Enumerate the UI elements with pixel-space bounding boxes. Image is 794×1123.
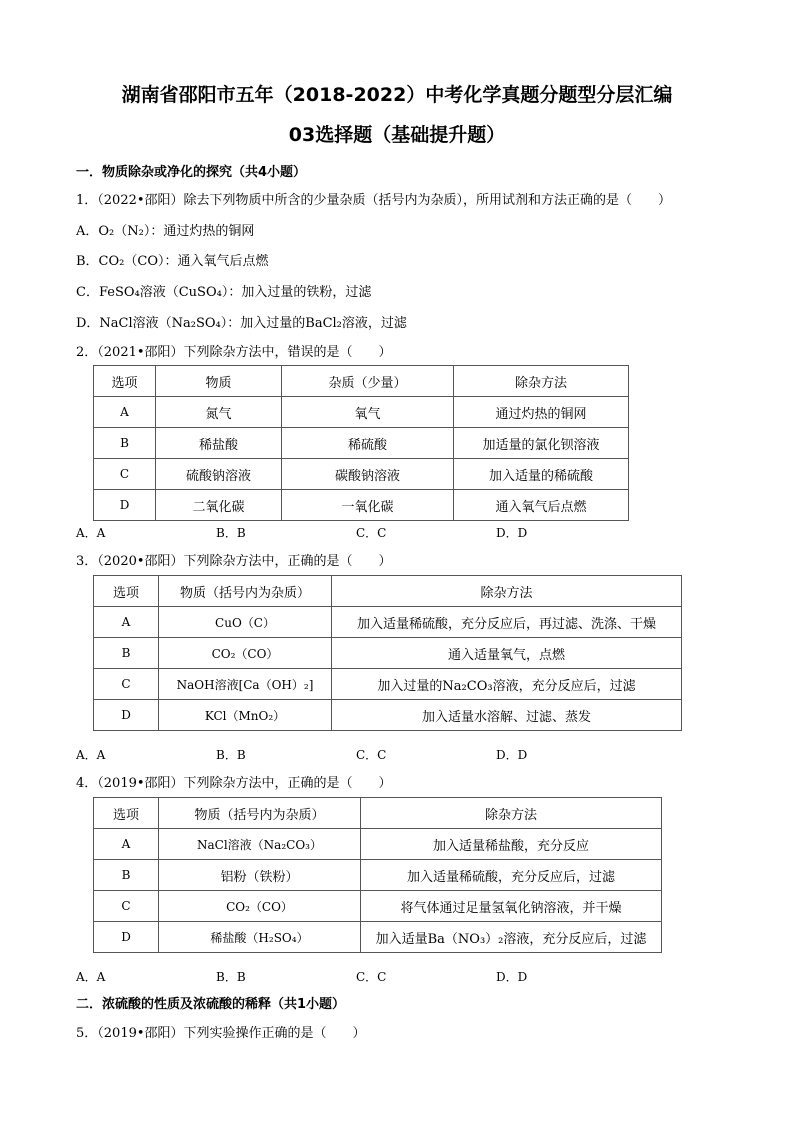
table-row [94, 490, 629, 521]
table-cell: CO₂（CO） [159, 638, 332, 669]
table-header-cell: 选项 [94, 798, 159, 829]
answer-option-a: A．A [76, 526, 106, 540]
question-4-answer-options [76, 968, 636, 985]
table-row [94, 459, 629, 490]
table-cell: D [94, 922, 159, 953]
table-header-cell: 除杂方法 [361, 798, 662, 829]
question-2-stem: 2．（2021•邵阳）下列除杂方法中，错误的是（ ） [76, 345, 392, 360]
table-cell: A [94, 607, 159, 638]
table-cell: B [94, 428, 156, 459]
table-cell: 碳酸钠溶液 [282, 459, 454, 490]
table-cell: 硫酸钠溶液 [156, 459, 282, 490]
answer-option-a: A．A [76, 970, 106, 984]
table-row [94, 669, 682, 700]
table-row [94, 860, 662, 891]
table-row [94, 428, 629, 459]
answer-option-b: B．B [216, 748, 246, 762]
table-header-cell: 除杂方法 [332, 576, 682, 607]
table-cell: 通过灼热的铜网 [454, 397, 629, 428]
answer-option-c: C．C [356, 526, 387, 540]
answer-option-d: D．D [496, 970, 528, 984]
document-subtitle: 03选择题（基础提升题） [288, 124, 506, 146]
table-cell: 加入适量的稀硫酸 [454, 459, 629, 490]
answer-option-b: B．B [216, 526, 246, 540]
table-cell: 加入过量的Na₂CO₃溶液，充分反应后，过滤 [332, 669, 682, 700]
table-cell: 通入氧气后点燃 [454, 490, 629, 521]
table-cell: B [94, 638, 159, 669]
question-3-answer-options [76, 746, 636, 763]
table-cell: C [94, 459, 156, 490]
question-1-option-a: A．O₂（N₂）：通过灼热的铜网 [76, 224, 255, 239]
question-2-answer-options [76, 524, 636, 541]
question-1-option-d: D．NaCl溶液（Na₂SO₄）：加入过量的BaCl₂溶液，过滤 [76, 316, 407, 331]
table-cell: 稀盐酸（H₂SO₄） [159, 922, 361, 953]
question-1-option-c: C．FeSO₄溶液（CuSO₄）：加入过量的铁粉，过滤 [76, 285, 372, 300]
table-cell: 通入适量氧气，点燃 [332, 638, 682, 669]
table-cell: 氧气 [282, 397, 454, 428]
table-header-cell: 物质 [156, 366, 282, 397]
table-cell: CO₂（CO） [159, 891, 361, 922]
table-cell: 稀盐酸 [156, 428, 282, 459]
table-cell: 一氧化碳 [282, 490, 454, 521]
table-cell: 铝粉（铁粉） [159, 860, 361, 891]
table-header-cell: 物质（括号内为杂质） [159, 798, 361, 829]
table-cell: A [94, 829, 159, 860]
table-header-row [94, 366, 629, 397]
question-1-stem: 1．（2022•邵阳）除去下列物质中所含的少量杂质（括号内为杂质），所用试剂和方法正确的是（ ） [76, 193, 672, 208]
table-header-row [94, 576, 682, 607]
table-row [94, 397, 629, 428]
table-cell: 氮气 [156, 397, 282, 428]
table-cell: D [94, 700, 159, 731]
table-cell: NaCl溶液（Na₂CO₃） [159, 829, 361, 860]
table-header-cell: 选项 [94, 576, 159, 607]
table-cell: NaOH溶液[Ca（OH）₂] [159, 669, 332, 700]
table-header-cell: 物质（括号内为杂质） [159, 576, 332, 607]
table-cell: 加入适量稀盐酸，充分反应 [361, 829, 662, 860]
table-row [94, 638, 682, 669]
table-cell: 稀硫酸 [282, 428, 454, 459]
table-cell: 加入适量稀硫酸，充分反应后，再过滤、洗涤、干燥 [332, 607, 682, 638]
question-5-stem: 5．（2019•邵阳）下列实验操作正确的是（ ） [76, 1026, 366, 1041]
table-cell: 加入适量水溶解、过滤、蒸发 [332, 700, 682, 731]
table-cell: C [94, 669, 159, 700]
document-title: 湖南省邵阳市五年（2018-2022）中考化学真题分题型分层汇编 [121, 84, 673, 106]
table-cell: B [94, 860, 159, 891]
table-header-cell: 除杂方法 [454, 366, 629, 397]
answer-option-a: A．A [76, 748, 106, 762]
answer-option-d: D．D [496, 748, 528, 762]
table-cell: 加入适量Ba（NO₃）₂溶液，充分反应后，过滤 [361, 922, 662, 953]
answer-option-c: C．C [356, 970, 387, 984]
table-cell: 加入适量稀硫酸，充分反应后，过滤 [361, 860, 662, 891]
question-3-stem: 3．（2020•邵阳）下列除杂方法中，正确的是（ ） [76, 554, 392, 569]
table-cell: CuO（C） [159, 607, 332, 638]
table-cell: D [94, 490, 156, 521]
table-header-cell: 选项 [94, 366, 156, 397]
question-4-table [93, 797, 662, 953]
table-cell: 二氧化碳 [156, 490, 282, 521]
table-cell: KCl（MnO₂） [159, 700, 332, 731]
section-heading-1: 一．物质除杂或净化的探究（共4小题） [76, 165, 307, 180]
table-cell: 将气体通过足量氢氧化钠溶液，并干燥 [361, 891, 662, 922]
table-row [94, 829, 662, 860]
table-cell: 加适量的氯化钡溶液 [454, 428, 629, 459]
answer-option-d: D．D [496, 526, 528, 540]
question-4-stem: 4．（2019•邵阳）下列除杂方法中，正确的是（ ） [76, 776, 392, 791]
question-2-table [93, 365, 629, 521]
answer-option-b: B．B [216, 970, 246, 984]
table-cell: C [94, 891, 159, 922]
section-heading-2: 二．浓硫酸的性质及浓硫酸的稀释（共1小题） [76, 997, 346, 1012]
table-row [94, 922, 662, 953]
answer-option-c: C．C [356, 748, 387, 762]
table-header-row [94, 798, 662, 829]
table-header-cell: 杂质（少量） [282, 366, 454, 397]
table-row [94, 607, 682, 638]
table-row [94, 891, 662, 922]
table-cell: A [94, 397, 156, 428]
question-3-table [93, 575, 682, 731]
question-1-option-b: B．CO₂（CO）：通入氧气后点燃 [76, 254, 269, 269]
table-row [94, 700, 682, 731]
